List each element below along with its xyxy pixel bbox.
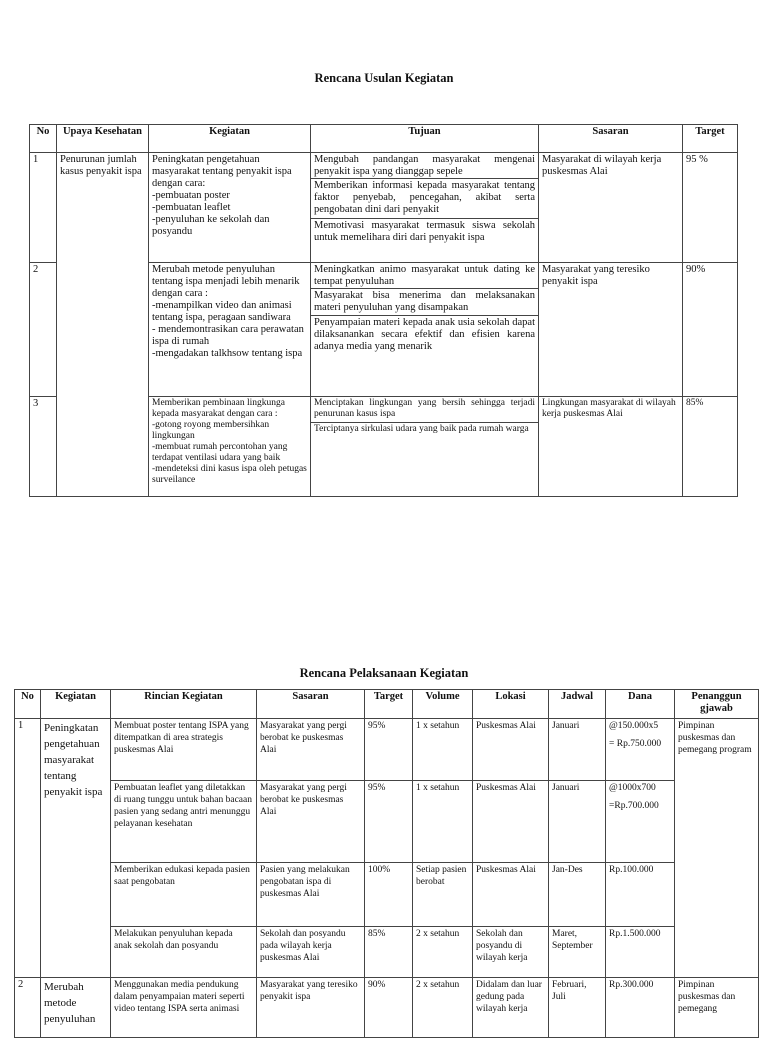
kegiatan-line: -mendeteksi dini kasus ispa oleh petugas surveilance (152, 464, 307, 485)
dana-cell (606, 719, 675, 781)
volume-cell: 2 x setahun (413, 927, 473, 978)
tujuan-item: Terciptanya sirkulasi udara yang baik pada rumah warga (314, 424, 529, 434)
table2-header-row (15, 690, 759, 719)
penanggung-cell: Pimpinan puskesmas dan pemegang program (675, 719, 759, 978)
kegiatan-line: Merubah metode penyuluhan tentang ispa menjadi lebih menarik dengan cara : (152, 264, 300, 299)
lokasi-cell: Puskesmas Alai (473, 863, 549, 927)
header-no: No (15, 690, 41, 719)
tujuan-cell (311, 397, 539, 497)
header-tujuan: Tujuan (311, 125, 539, 153)
table2-title: Rencana Pelaksanaan Kegiatan (299, 666, 469, 680)
upaya-cell: Penurunan jumlah kasus penyakit ispa (57, 153, 149, 497)
sasaran-cell: Masyarakat yang pergi berobat ke puskesmas Alai (257, 781, 365, 863)
tujuan-item: Meningkatkan animo masyarakat untuk dating ke tempat penyuluhan (311, 263, 538, 289)
sasaran-cell: Masyarakat di wilayah kerja puskesmas Alai (539, 153, 683, 263)
target-cell: 95 % (683, 153, 738, 263)
dana-line: = Rp.750.000 (609, 739, 662, 749)
header-rincian: Rincian Kegiatan (111, 690, 257, 719)
kegiatan-line: -penyuluhan ke sekolah dan posyandu (152, 214, 270, 237)
table-row (15, 781, 759, 863)
jadwal-cell: Januari (549, 719, 606, 781)
header-volume: Volume (413, 690, 473, 719)
kegiatan-cell: Peningkatan pengetahuan masyarakat tentang penyakit ispa (41, 719, 111, 978)
tujuan-item: Mengubah pandangan masyarakat mengenai penyakit ispa yang dianggap sepele (311, 153, 538, 179)
table1-header-row (30, 125, 738, 153)
header-target: Target (365, 690, 413, 719)
kegiatan-cell (149, 397, 311, 497)
kegiatan-line: Peningkatan pengetahuan masyarakat tentang penyakit ispa dengan cara: (152, 154, 292, 189)
kegiatan-line: -membuat rumah percontohan yang terdapat ventilasi udara yang baik (152, 442, 288, 463)
kegiatan-line: - mendemontrasikan cara perawatan ispa di rumah (152, 324, 304, 347)
row-no: 2 (30, 263, 57, 397)
jadwal-cell: Februari, Juli (549, 978, 606, 1038)
lokasi-cell: Sekolah dan posyandu di wilayah kerja (473, 927, 549, 978)
kegiatan-line: -mengadakan talkhsow tentang ispa (152, 348, 303, 359)
header-dana: Dana (606, 690, 675, 719)
volume-cell: Setiap pasien berobat (413, 863, 473, 927)
header-kegiatan: Kegiatan (149, 125, 311, 153)
kegiatan-line: -gotong royong membersihkan lingkungan (152, 420, 270, 441)
jadwal-cell: Januari (549, 781, 606, 863)
tujuan-item: Menciptakan lingkungan yang bersih sehingga terjadi penurunan kasus ispa (311, 397, 538, 423)
volume-cell: 2 x setahun (413, 978, 473, 1038)
volume-cell: 1 x setahun (413, 719, 473, 781)
dana-cell (606, 978, 675, 1038)
table-row (15, 863, 759, 927)
sasaran-cell: Lingkungan masyarakat di wilayah kerja puskesmas Alai (539, 397, 683, 497)
penanggung-cell: Pimpinan puskesmas dan pemegang (675, 978, 759, 1038)
header-penanggung: Penanggun gjawab (675, 690, 759, 719)
header-no: No (30, 125, 57, 153)
header-target: Target (683, 125, 738, 153)
tujuan-cell (311, 263, 539, 397)
table1-title: Rencana Usulan Kegiatan (314, 71, 454, 85)
jadwal-cell: Maret, September (549, 927, 606, 978)
row-no: 2 (15, 978, 41, 1038)
jadwal-cell: Jan-Des (549, 863, 606, 927)
dana-line: @150.000x5 (609, 721, 659, 731)
dana-cell (606, 927, 675, 978)
usulan-table (29, 124, 738, 497)
target-cell: 85% (683, 397, 738, 497)
rincian-cell: Memberikan edukasi kepada pasien saat pengobatan (111, 863, 257, 927)
tujuan-item: Penyampaian materi kepada anak usia sekolah dapat dilaksanankan secara efektif dan efisien karena adanya media yang menarik (314, 317, 535, 352)
kegiatan-cell: Merubah metode penyuluhan (41, 978, 111, 1038)
header-sasaran: Sasaran (539, 125, 683, 153)
kegiatan-line: -pembuatan poster (152, 190, 230, 201)
sasaran-cell: Masyarakat yang pergi berobat ke puskesmas Alai (257, 719, 365, 781)
table-row (30, 153, 738, 263)
lokasi-cell: Puskesmas Alai (473, 719, 549, 781)
tujuan-item: Memberikan informasi kepada masyarakat tentang faktor penyebab, pencegahan, akibat serta pengobatan dini dari penyakit (311, 179, 538, 219)
dana-line: Rp.1.500.000 (609, 929, 661, 939)
row-no: 1 (15, 719, 41, 978)
header-kegiatan: Kegiatan (41, 690, 111, 719)
kegiatan-line: -menampilkan video dan animasi tentang ispa, peragaan sandiwara (152, 300, 292, 323)
rincian-cell: Membuat poster tentang ISPA yang ditempatkan di area strategis puskesmas Alai (111, 719, 257, 781)
sasaran-cell: Masyarakat yang teresiko penyakit ispa (539, 263, 683, 397)
target-cell: 90% (365, 978, 413, 1038)
dana-cell (606, 863, 675, 927)
target-cell: 85% (365, 927, 413, 978)
header-jadwal: Jadwal (549, 690, 606, 719)
dana-line: @1000x700 (609, 783, 656, 793)
target-cell: 90% (683, 263, 738, 397)
kegiatan-cell (149, 153, 311, 263)
sasaran-cell: Pasien yang melakukan pengobatan ispa di puskesmas Alai (257, 863, 365, 927)
table-row (15, 719, 759, 781)
dana-line: Rp.300.000 (609, 980, 654, 990)
target-cell: 95% (365, 719, 413, 781)
table-row (15, 978, 759, 1038)
table-row (15, 927, 759, 978)
header-upaya: Upaya Kesehatan (57, 125, 149, 153)
volume-cell: 1 x setahun (413, 781, 473, 863)
kegiatan-line: -pembuatan leaflet (152, 202, 231, 213)
tujuan-item: Masyarakat bisa menerima dan melaksanakan materi penyuluhan yang disampakan (311, 289, 538, 316)
header-lokasi: Lokasi (473, 690, 549, 719)
target-cell: 100% (365, 863, 413, 927)
lokasi-cell: Didalam dan luar gedung pada wilayah kerja (473, 978, 549, 1038)
kegiatan-cell (149, 263, 311, 397)
dana-line: =Rp.700.000 (609, 801, 659, 811)
rincian-cell: Pembuatan leaflet yang diletakkan di ruang tunggu untuk bahan bacaan pasien yang sedang antri menunggu pelayanan kesehatan (111, 781, 257, 863)
header-sasaran: Sasaran (257, 690, 365, 719)
sasaran-cell: Sekolah dan posyandu pada wilayah kerja puskesmas Alai (257, 927, 365, 978)
rincian-cell: Menggunakan media pendukung dalam penyampaian materi seperti video tentang ISPA serta animasi (111, 978, 257, 1038)
dana-line: Rp.100.000 (609, 865, 654, 875)
kegiatan-line: Memberikan pembinaan lingkunga kepada masyarakat dengan cara : (152, 398, 285, 419)
dana-cell (606, 781, 675, 863)
row-no: 3 (30, 397, 57, 497)
rincian-cell: Melakukan penyuluhan kepada anak sekolah dan posyandu (111, 927, 257, 978)
lokasi-cell: Puskesmas Alai (473, 781, 549, 863)
sasaran-cell: Masyarakat yang teresiko penyakit ispa (257, 978, 365, 1038)
target-cell: 95% (365, 781, 413, 863)
tujuan-cell (311, 153, 539, 263)
tujuan-item: Memotivasi masyarakat termasuk siswa sekolah untuk memelihara diri dari penyakit ispa (314, 220, 535, 243)
pelaksanaan-table (14, 689, 759, 1038)
row-no: 1 (30, 153, 57, 263)
